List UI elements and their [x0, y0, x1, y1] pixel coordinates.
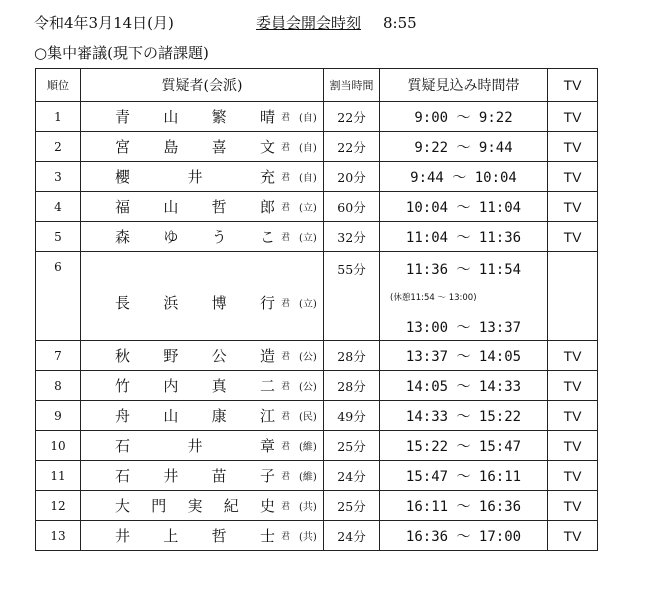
row-order: 4: [36, 192, 81, 222]
row-questioner: [81, 491, 323, 520]
row-order: 11: [36, 461, 81, 491]
honorific: 君: [281, 442, 291, 452]
row-order: 12: [36, 491, 81, 521]
header-tv: TV: [548, 69, 598, 102]
party-label: (共): [299, 532, 317, 543]
allotted-minutes: 24分: [324, 461, 380, 491]
party-label: (立): [299, 233, 317, 244]
tv-flag: TV: [548, 192, 598, 222]
row-questioner: [81, 401, 323, 430]
time-slot: 16:11 ～ 16:36: [380, 491, 548, 521]
table-row: [36, 521, 598, 551]
questioner-name: 宮島喜文: [115, 138, 277, 156]
tv-flag: TV: [548, 162, 598, 192]
time-slot: 16:36 ～ 17:00: [380, 521, 548, 551]
questioner-name: 井上哲士: [115, 527, 277, 545]
header-order: 順位: [36, 69, 81, 102]
tv-flag: TV: [548, 132, 598, 162]
recess-note: (休憩11:54 ～ 13:00): [390, 293, 477, 303]
row-order: 13: [36, 521, 81, 551]
tv-flag: [548, 252, 598, 341]
tv-flag: TV: [548, 461, 598, 491]
allotted-minutes: 32分: [324, 222, 380, 252]
party-label: (維): [299, 442, 317, 453]
questioner-name: 大門実紀史: [115, 497, 277, 515]
honorific: 君: [281, 173, 291, 183]
row-questioner: [81, 371, 323, 400]
row-order: 1: [36, 102, 81, 132]
honorific: 君: [281, 143, 291, 153]
meeting-start-line: [256, 12, 417, 33]
header-allotted-time: 割当時間: [324, 69, 380, 102]
honorific: 君: [281, 298, 291, 309]
table-row: [36, 461, 598, 491]
questioner-name: 櫻井充: [115, 168, 277, 186]
time-slot: 15:22 ～ 15:47: [380, 431, 548, 461]
table-row: [36, 162, 598, 192]
party-label: (自): [299, 143, 317, 154]
time-slot: 10:04 ～ 11:04: [380, 192, 548, 222]
table-row: [36, 341, 598, 371]
row-order: 10: [36, 431, 81, 461]
row-order: 6: [54, 260, 62, 274]
meeting-start-time: 8:55: [383, 14, 417, 32]
allotted-minutes: 28分: [324, 341, 380, 371]
time-slot: 9:22 ～ 9:44: [380, 132, 548, 162]
time-slot-resumed: 13:00 ～ 13:37: [405, 320, 522, 336]
questioning-schedule-table: [35, 68, 598, 551]
allotted-minutes: 25分: [324, 491, 380, 521]
questioner-name: 秋野公造: [115, 347, 277, 365]
row-questioner: [81, 192, 323, 221]
document-date: 令和4年3月14日(月): [34, 14, 174, 32]
row-order: 5: [36, 222, 81, 252]
time-slot: 11:36 ～ 11:54: [405, 262, 522, 278]
row-questioner: [81, 162, 323, 191]
tv-flag: TV: [548, 371, 598, 401]
time-slot: 13:37 ～ 14:05: [380, 341, 548, 371]
time-slot: 9:00 ～ 9:22: [380, 102, 548, 132]
questioner-name: 青山繁晴: [115, 108, 277, 126]
honorific: 君: [281, 233, 291, 243]
meeting-start-label: 委員会開会時刻: [256, 14, 362, 32]
questioner-name: 舟山康江: [115, 407, 277, 425]
honorific: 君: [281, 382, 291, 392]
time-slot: 11:04 ～ 11:36: [380, 222, 548, 252]
tv-flag: TV: [548, 341, 598, 371]
allotted-minutes: 22分: [324, 102, 380, 132]
header-questioner: 質疑者(会派): [81, 69, 324, 102]
row-questioner: [81, 341, 323, 370]
party-label: (自): [299, 113, 317, 124]
party-label: (立): [299, 203, 317, 214]
row-questioner: [81, 132, 323, 161]
party-label: (公): [299, 382, 317, 393]
honorific: 君: [281, 502, 291, 512]
table-row: [36, 491, 598, 521]
row-questioner: [81, 252, 323, 341]
party-label: (自): [299, 173, 317, 184]
allotted-minutes: 22分: [324, 132, 380, 162]
table-row: [36, 431, 598, 461]
time-slot: 14:33 ～ 15:22: [380, 401, 548, 431]
table-row: [36, 102, 598, 132]
row-questioner: [81, 461, 323, 490]
time-slot: 9:44 ～ 10:04: [380, 162, 548, 192]
table-header-row: [36, 69, 598, 102]
row-order: 2: [36, 132, 81, 162]
row-questioner: [81, 102, 323, 131]
tv-flag: TV: [548, 521, 598, 551]
party-label: (公): [299, 352, 317, 363]
questioner-name: 森ゆうこ: [115, 228, 277, 246]
tv-flag: TV: [548, 401, 598, 431]
row-questioner: [81, 431, 323, 460]
honorific: 君: [281, 113, 291, 123]
tv-flag: TV: [548, 102, 598, 132]
party-label: (立): [299, 298, 317, 310]
allotted-minutes: 60分: [324, 192, 380, 222]
party-label: (維): [299, 472, 317, 483]
questioner-name: 竹内真二: [115, 377, 277, 395]
allotted-minutes: 25分: [324, 431, 380, 461]
honorific: 君: [281, 472, 291, 482]
party-label: (民): [299, 412, 317, 423]
table-row: [36, 222, 598, 252]
table-row: [36, 132, 598, 162]
section-title: ○集中審議(現下の諸課題): [34, 44, 209, 62]
row-order: 7: [36, 341, 81, 371]
allotted-minutes: 49分: [324, 401, 380, 431]
party-label: (共): [299, 502, 317, 513]
row-order: 9: [36, 401, 81, 431]
questioner-name: 福山哲郎: [115, 198, 277, 216]
questioner-name: 長浜博行: [115, 293, 277, 312]
questioner-name: 石井苗子: [115, 467, 277, 485]
honorific: 君: [281, 412, 291, 422]
time-slot: 14:05 ～ 14:33: [380, 371, 548, 401]
allotted-minutes: 55分: [337, 262, 366, 277]
table-row: [36, 371, 598, 401]
table-body: [36, 102, 598, 551]
table-row: [36, 401, 598, 431]
allotted-minutes: 20分: [324, 162, 380, 192]
allotted-minutes: 28分: [324, 371, 380, 401]
row-order: 3: [36, 162, 81, 192]
row-order: 8: [36, 371, 81, 401]
tv-flag: TV: [548, 491, 598, 521]
table-row: [36, 252, 598, 341]
tv-flag: TV: [548, 431, 598, 461]
time-slot: 15:47 ～ 16:11: [380, 461, 548, 491]
header-expected-time: 質疑見込み時間帯: [380, 69, 548, 102]
row-questioner: [81, 521, 323, 550]
honorific: 君: [281, 532, 291, 542]
questioner-name: 石井章: [115, 437, 277, 455]
table-row: [36, 192, 598, 222]
tv-flag: TV: [548, 222, 598, 252]
honorific: 君: [281, 352, 291, 362]
allotted-minutes: 24分: [324, 521, 380, 551]
row-questioner: [81, 222, 323, 251]
honorific: 君: [281, 203, 291, 213]
